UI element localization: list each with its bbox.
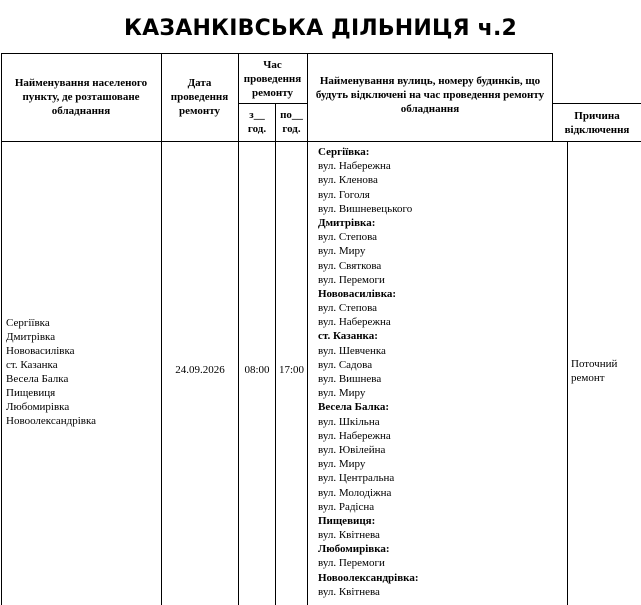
street-item: вул. Шевченка (318, 344, 386, 357)
settlement-item: Сергіївка (6, 317, 50, 329)
header-reason: Причина відключення (564, 109, 630, 136)
streets-cell (318, 145, 563, 599)
locality-label: Нововасилівка: (318, 287, 397, 300)
street-item: вул. Святкова (318, 259, 382, 272)
street-item: вул. Гоголя (318, 188, 370, 201)
time-from-value: 08:00 (244, 364, 270, 376)
header-settlement: Найменування населеного пункту, де розташоване обладнання (14, 77, 148, 117)
header-time-from: з__ год. (247, 109, 267, 135)
settlement-item: Пищевиця (6, 387, 56, 399)
street-item: вул. Квітнева (318, 529, 380, 542)
locality-label: Сергіївка: (318, 146, 370, 158)
street-item: вул. Перемоги (318, 273, 385, 286)
street-item: вул. Квітнева (318, 585, 380, 598)
settlement-item: Любомирівка (6, 401, 70, 413)
settlements-cell (6, 316, 156, 428)
locality-label: ст. Казанка: (318, 330, 378, 343)
street-item: вул. Молодіжна (318, 486, 392, 499)
street-item: вул. Миру (318, 458, 366, 471)
reason-value: Поточний ремонт (571, 358, 618, 384)
street-item: вул. Ювілейна (318, 443, 386, 456)
header-time-to: по__ год. (280, 109, 303, 135)
street-item: вул. Шкільна (318, 415, 380, 428)
street-item: вул. Вишнева (318, 373, 382, 385)
locality-label: Любомирівка: (318, 543, 390, 556)
locality-label: Весела Балка: (318, 401, 390, 414)
street-item: вул. Садова (318, 358, 373, 371)
page-title: КАЗАНКІВСЬКА ДІЛЬНИЦЯ ч.2 (123, 16, 518, 41)
street-item: вул. Миру (318, 387, 366, 400)
street-item: вул. Набережна (318, 160, 391, 173)
street-item: вул. Степова (318, 231, 378, 244)
settlement-item: ст. Казанка (6, 359, 58, 371)
locality-label: Новоолександрівка: (318, 571, 419, 584)
locality-label: Дмитрівка: (318, 216, 376, 229)
header-date: Дата проведення ремонту (170, 77, 229, 117)
street-item: вул. Миру (318, 245, 366, 258)
settlement-item: Дмитрівка (6, 331, 56, 343)
settlement-item: Нововасилівка (6, 345, 75, 357)
header-streets: Найменування вулиць, номеру будинків, що будуть відключені на час проведення ремонту обладнання (315, 75, 545, 115)
repair-date: 24.09.2026 (175, 364, 225, 376)
street-item: вул. Вишневецького (318, 202, 413, 215)
street-item: вул. Радісна (318, 500, 375, 513)
street-item: вул. Кленова (318, 174, 378, 187)
street-item: вул. Набережна (318, 429, 391, 442)
header-time: Час проведення ремонту (243, 59, 302, 99)
locality-label: Пищевиця: (318, 514, 376, 527)
street-item: вул. Центральна (318, 472, 395, 485)
settlement-item: Весела Балка (6, 373, 69, 385)
time-to-value: 17:00 (278, 364, 305, 376)
street-item: вул. Набережна (318, 316, 391, 329)
settlement-item: Новоолександрівка (6, 415, 97, 427)
street-item: вул. Перемоги (318, 557, 385, 570)
street-item: вул. Степова (318, 302, 378, 315)
